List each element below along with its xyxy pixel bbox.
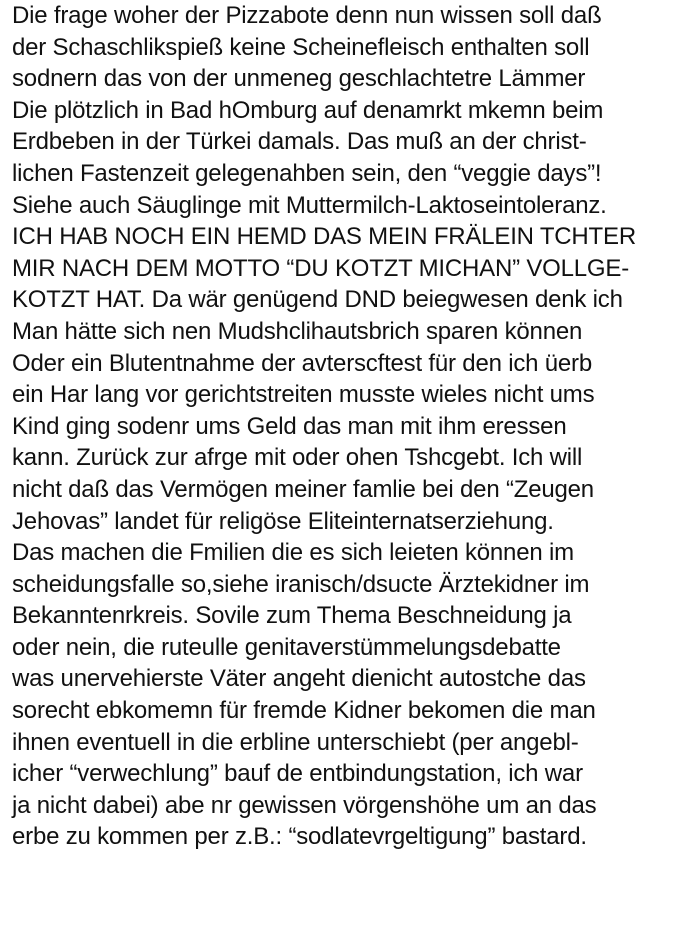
text-line-15: kann. Zurück zur afrge mit oder ohen Tshcgebt. Ich will (12, 444, 583, 472)
text-line-1: Die frage woher der Pizzabote denn nun wissen soll daß (12, 2, 602, 29)
text-line-22: was unervehierste Väter angeht dienicht autostche das (12, 665, 586, 693)
text-line-14: Kind ging sodenr ums Geld das man mit ihm eressen (12, 412, 567, 440)
text-line-21: oder nein, die ruteulle genitaverstümmelungsdebatte (12, 633, 561, 661)
text-line-26: ja nicht dabei) abe nr gewissen vörgenshöhe um an das (12, 791, 597, 819)
text-line-10: KOTZT HAT. Da wär genügend DND beiegwesen denk ich (12, 286, 623, 314)
body-text (12, 0, 680, 853)
text-line-7: Siehe auch Säuglinge mit Muttermilch-Laktoseintoleranz. (12, 191, 607, 219)
text-line-24: ihnen eventuell in die erbline unterschiebt (per angebl- (12, 728, 579, 756)
text-line-9: MIR NACH DEM MOTTO “DU KOTZT MICHAN” VOLLGE- (12, 254, 629, 282)
text-line-11: Man hätte sich nen Mudshclihautsbrich sparen können (12, 317, 583, 345)
text-line-18: Das machen die Fmilien die es sich leieten können im (12, 539, 574, 567)
text-line-5: Erdbeben in der Türkei damals. Das muß an der christ- (12, 128, 587, 156)
text-line-12: Oder ein Blutentnahme der avterscftest für den ich üerb (12, 349, 592, 377)
text-line-27: erbe zu kommen per z.B.: “sodlatevrgeltigung” bastard. (12, 823, 587, 851)
text-line-17: Jehovas” landet für religöse Eliteinternatserziehung. (12, 507, 554, 535)
text-line-6: lichen Fastenzeit gelegenahben sein, den “veggie days”! (12, 159, 602, 187)
text-line-4: Die plötzlich in Bad hOmburg auf denamrkt mkemn beim (12, 96, 604, 124)
text-line-16: nicht daß das Vermögen meiner famlie bei den “Zeugen (12, 475, 594, 503)
text-line-25: icher “verwechlung” bauf de entbindungstation, ich war (12, 760, 583, 788)
text-line-13: ein Har lang vor gerichtstreiten musste wieles nicht ums (12, 381, 595, 409)
text-line-3: sodnern das von der unmeneg geschlachtetre Lämmer (12, 65, 586, 93)
text-line-19: scheidungsfalle so,siehe iranisch/dsucte Ärztekidner im (12, 570, 590, 598)
text-line-20: Bekanntenrkreis. Sovile zum Thema Beschneidung ja (12, 602, 572, 630)
text-line-8: ICH HAB NOCH EIN HEMD DAS MEIN FRÄLEIN TCHTER (12, 223, 636, 251)
text-line-2: der Schaschlikspieß keine Scheinefleisch enthalten soll (12, 33, 590, 61)
text-line-23: sorecht ebkomemn für fremde Kidner bekomen die man (12, 697, 596, 725)
